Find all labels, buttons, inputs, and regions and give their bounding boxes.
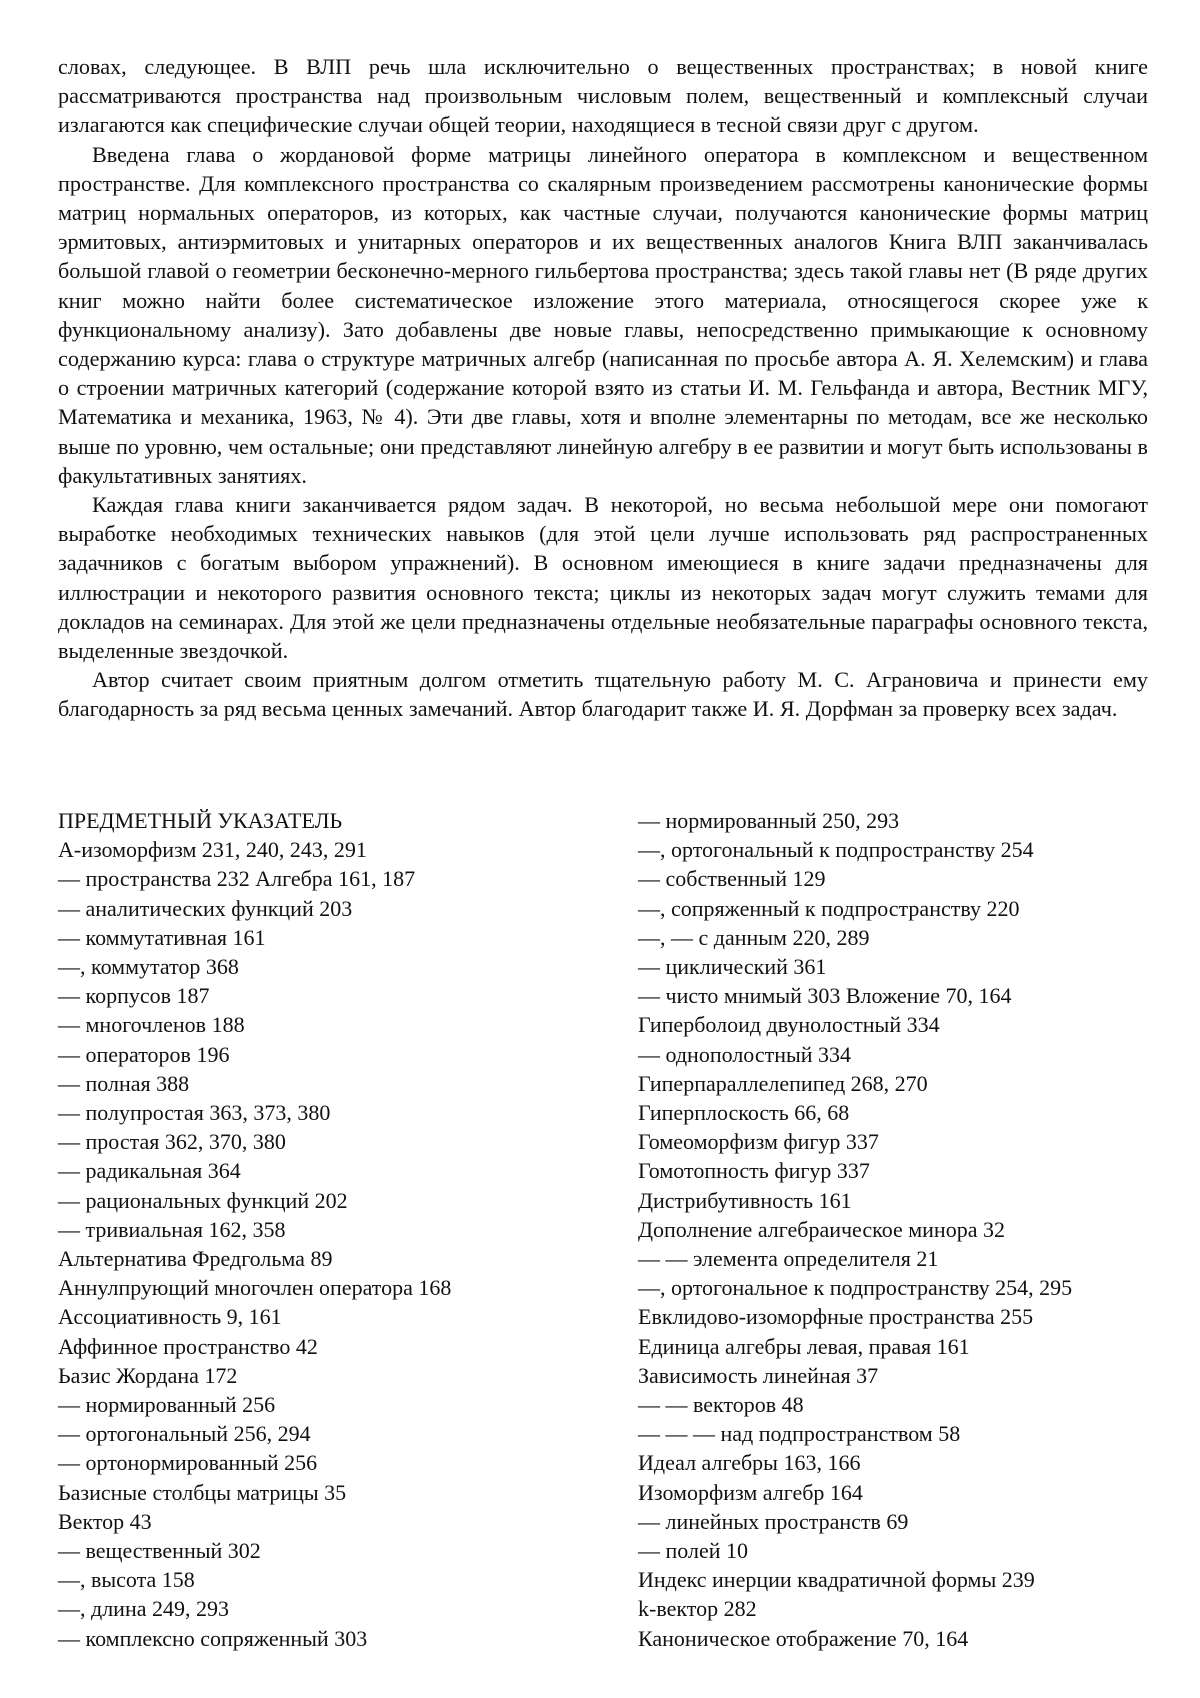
index-entry: — — — над подпространством 58 (638, 1421, 961, 1447)
index-entry: — вещественный 302 (58, 1538, 261, 1564)
index-entry: — рациональных функций 202 (58, 1187, 348, 1213)
index-entry: — нормированный 256 (58, 1392, 276, 1418)
index-entry: — многочленов 188 (58, 1012, 245, 1038)
index-entry: — полупростая 363, 373, 380 (58, 1100, 331, 1126)
index-entry: —, ортогональное к подпространству 254, 295 (638, 1275, 1073, 1301)
index-entry: — комплексно сопряженный 303 (58, 1625, 368, 1651)
index-entry: — тривиальная 162, 358 (58, 1216, 286, 1242)
index-entry: Индекс инерции квадратичной формы 239 (638, 1567, 1035, 1593)
index-entry: — однополостный 334 (638, 1041, 852, 1067)
index-entry: Дополнение алгебраическое минора 32 (638, 1216, 1005, 1242)
index-entry: Зависимость линейная 37 (638, 1362, 879, 1388)
index-entry: Гиперпараллелепипед 268, 270 (638, 1070, 928, 1096)
index-entry: — операторов 196 (58, 1041, 230, 1067)
index-entry: —, высота 158 (58, 1567, 195, 1593)
preface-paragraph-1: словах, следующее. В ВЛП речь шла исключительно о вещественных пространствах; в новой книге рассматриваются пространства над произвольным числовым полем, вещественный и комплексный случаи излагаются как специфические случаи общей теории, находящиеся в тесной связи друг с другом. (58, 54, 1148, 138)
index-entry: Дистрибутивность 161 (638, 1187, 852, 1213)
index-entry: — радикальная 364 (58, 1158, 241, 1184)
index-entry: — полная 388 (58, 1070, 190, 1096)
index-entry: —, сопряженный к подпространству 220 (638, 895, 1020, 921)
index-entry: Гомеоморфизм фигур 337 (638, 1129, 879, 1155)
index-entry: Евклидово-изоморфные пространства 255 (638, 1304, 1034, 1330)
index-entry: — простая 362, 370, 380 (58, 1129, 286, 1155)
index-entry: — ортогональный 256, 294 (58, 1421, 311, 1447)
index-entry: — ортонормированный 256 (58, 1450, 318, 1476)
index-entry: Аффинное пространство 42 (58, 1333, 318, 1359)
index-entry: —, длина 249, 293 (58, 1596, 229, 1622)
index-heading: ПРЕДМЕТНЫЙ УКАЗАТЕЛЬ (58, 808, 343, 833)
preface-paragraph-2: Введена глава о жордановой форме матрицы линейного оператора в комплексном и вещественном пространстве. Для комплексного пространства со скалярным произведением рассмотрены канонические формы матриц нормальных операторов, из которых, как частные случаи, получаются канонические формы матриц эрмитовых, антиэрмитовых и унитарных операторов и их вещественных аналогов Книга ВЛП заканчивалась большой главой о геометрии бесконечно-мерного гильбертова пространства; здесь такой главы нет (В ряде других книг можно найти более систематическое изложение этого материала, относящегося скорее уже к функциональному анализу). Зато добавлены две новые главы, непосредственно примыкающие к основному содержанию курса: глава о структуре матричных алгебр (написанная по просьбе автора А. Я. Хелемским) и глава о строении матричных категорий (содержание которой взято из статьи И. М. Гельфанда и автора, Вестник МГУ, Математика и механика, 1963, № 4). Эти две главы, хотя и вполне элементарны по методам, все же несколько выше по уровню, чем остальные; они представляют линейную алгебру в ее развитии и могут быть использованы в факультативных занятиях. (58, 141, 1148, 488)
index-entry: —, ортогональный к подпространству 254 (638, 837, 1034, 863)
index-entry: — полей 10 (638, 1538, 748, 1564)
index-entry: Изоморфизм алгебр 164 (638, 1479, 863, 1505)
index-entry: Единица алгебры левая, правая 161 (638, 1333, 970, 1359)
index-entry: — пространства 232 Алгебра 161, 187 (58, 866, 416, 892)
index-entry: Гиперплоскость 66, 68 (638, 1100, 850, 1126)
index-entry: — циклический 361 (638, 954, 827, 980)
index-entry: — аналитических функций 203 (58, 895, 353, 921)
index-entry: k-вектор 282 (638, 1596, 757, 1622)
index-entry: Аннулпрующий многочлен оператора 168 (58, 1275, 452, 1301)
index-entry: — нормированный 250, 293 (638, 808, 900, 833)
index-entry: — линейных пространств 69 (638, 1508, 909, 1534)
preface-text (58, 52, 1148, 724)
index-entry: Ассоциативность 9, 161 (58, 1304, 282, 1330)
index-entry: — — векторов 48 (638, 1392, 804, 1418)
index-entry: Ьазисные столбцы матрицы 35 (58, 1479, 347, 1505)
index-entry: А-изоморфизм 231, 240, 243, 291 (58, 837, 367, 863)
index-entry: Каноническое отображение 70, 164 (638, 1625, 969, 1651)
index-entry: Гиперболоид двунолостный 334 (638, 1012, 940, 1038)
preface-paragraph-3: Каждая глава книги заканчивается рядом задач. В некоторой, но весьма небольшой мере они помогают выработке необходимых технических навыков (для этой цели лучше использовать ряд распространенных задачников с богатым выбором упражнений). В основном имеющиеся в книге задачи предназначены для иллюстрации и некоторого развития основного текста; циклы из некоторых задач могут служить темами для докладов на семинарах. Для этой же цели предназначены отдельные необязательные параграфы основного текста, выделенные звездочкой. (58, 492, 1148, 664)
index-entry: — коммутативная 161 (58, 924, 266, 950)
index-entry: —, коммутатор 368 (58, 954, 239, 980)
index-entry: Идеал алгебры 163, 166 (638, 1450, 861, 1476)
index-entry: Гомотопность фигур 337 (638, 1158, 870, 1184)
preface-paragraph-4: Автор считает своим приятным долгом отметить тщательную работу М. С. Аграновича и принести ему благодарность за ряд весьма ценных замечаний. Автор благодарит также И. Я. Дорфман за проверку всех задач. (58, 667, 1148, 722)
index-column-left (58, 806, 638, 1653)
index-entry: — — элемента определителя 21 (638, 1246, 939, 1272)
index-entry: Альтернатива Фредгольма 89 (58, 1246, 333, 1272)
index-column-right (638, 806, 1148, 1653)
document-page (58, 52, 1148, 724)
subject-index (58, 806, 1148, 1653)
index-entry: — корпусов 187 (58, 983, 210, 1009)
index-entry: — собственный 129 (638, 866, 826, 892)
index-entry: Ьазис Жордана 172 (58, 1362, 238, 1388)
index-entry: — чисто мнимый 303 Вложение 70, 164 (638, 983, 1012, 1009)
index-entry: —, — с данным 220, 289 (638, 924, 870, 950)
index-entry: Вектор 43 (58, 1508, 152, 1534)
